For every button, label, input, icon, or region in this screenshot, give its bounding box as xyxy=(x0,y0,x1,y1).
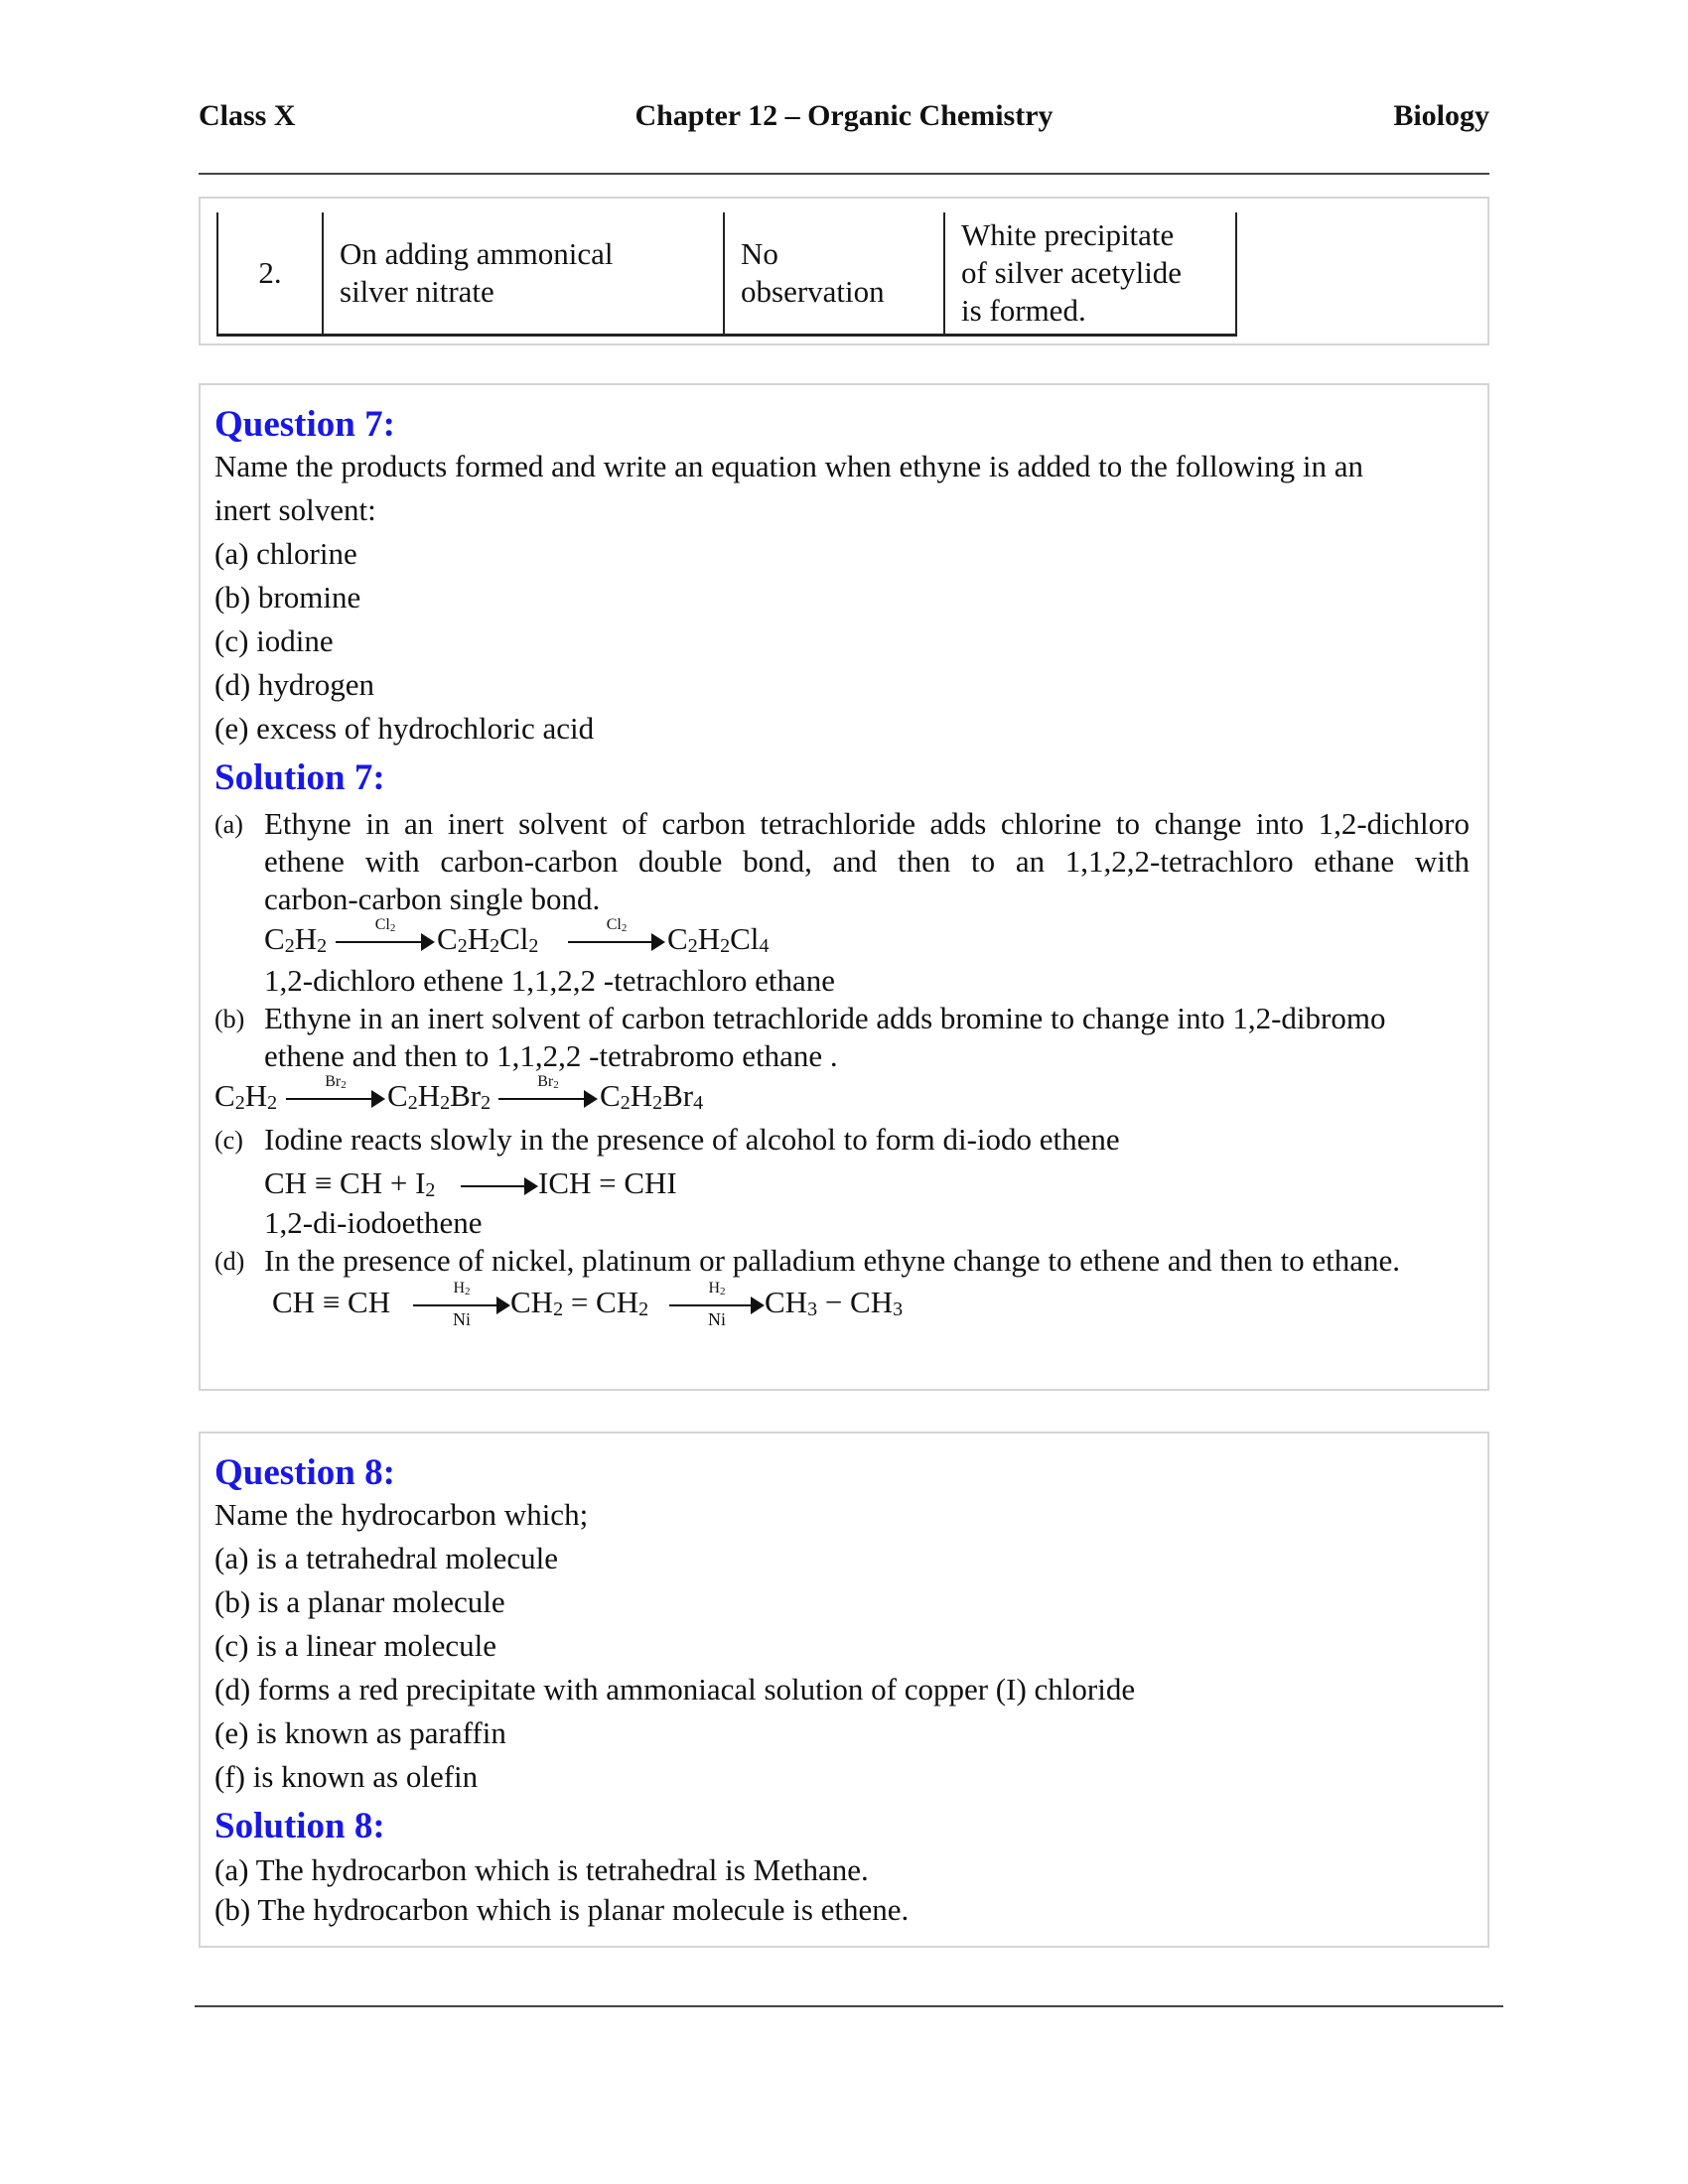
question-7-text-2: inert solvent: xyxy=(214,492,376,527)
question-7-box xyxy=(199,383,1489,1391)
table-cell-test: On adding ammonical silver nitrate xyxy=(323,212,724,336)
arrow-icon: $Cl_2$ xyxy=(336,917,435,961)
solution-7-d-label: (d) xyxy=(214,1247,245,1276)
header-subject: Biology xyxy=(1393,99,1489,132)
table-cell-ethyne: White precipitate of silver acetylide is formed. xyxy=(944,212,1236,336)
question-7-option-e: (e) excess of hydrochloric acid xyxy=(214,711,595,746)
question-8-option-c: (c) is a linear molecule xyxy=(214,1628,497,1663)
solution-7-a-text-2: ethene with carbon-carbon double bond, and then to an 1,1,2,2-tetrachloro ethane with xyxy=(264,844,1470,879)
question-7-option-d: (d) hydrogen xyxy=(214,667,374,702)
question-8-option-f: (f) is known as olefin xyxy=(214,1759,479,1794)
bromine-equation: $C_2H_2$ $Br_2$ $C_2H_2Br_2$ $Br_2$ $C_2H_2Br_4$ xyxy=(214,1074,810,1118)
arrow-icon: $H_2$ Ni xyxy=(413,1281,510,1324)
table-cell-ethene: No observation xyxy=(724,212,944,336)
arrow-icon: $Cl_2$ xyxy=(568,917,665,961)
question-7-title: Question 7: xyxy=(214,404,395,445)
solution-7-a-label: (a) xyxy=(214,810,243,839)
question-8-option-b: (b) is a planar molecule xyxy=(214,1584,505,1619)
solution-8-title: Solution 8: xyxy=(214,1806,385,1846)
question-7-text: Name the products formed and write an equation when ethyne is added to the following in an xyxy=(214,449,1364,483)
chlorine-equation: $C_2H_2$ $Cl_2$ $C_2H_2Cl_2$ $Cl_2$ $C_2H_2Cl_4$ xyxy=(264,917,860,961)
solution-7-c-label: (c) xyxy=(214,1126,243,1155)
question-8-title: Question 8: xyxy=(214,1452,395,1493)
header-class: Class X xyxy=(199,99,296,132)
header-divider xyxy=(199,173,1489,175)
solution-7-a-text-3: carbon-carbon single bond. xyxy=(264,882,601,916)
iodine-equation: CH ≡ CH + $I_2$ ICH = CHI xyxy=(264,1161,761,1205)
solution-7-a-names: 1,2-dichloro ethene 1,1,2,2 -tetrachloro ethane xyxy=(264,963,835,998)
question-8-box xyxy=(199,1432,1489,1948)
question-8-option-d: (d) forms a red precipitate with ammoniacal solution of copper (I) chloride xyxy=(214,1672,1136,1706)
arrow-icon: $H_2$ Ni xyxy=(669,1281,765,1324)
header-chapter: Chapter 12 – Organic Chemistry xyxy=(634,99,1054,132)
table-cell-number: 2. xyxy=(217,212,323,336)
hydrogen-equation: CH ≡ CH $H_2$ Ni $CH_2 = CH_2$ $H_2$ Ni $CH_3 - CH_3$ xyxy=(272,1280,904,1329)
arrow-icon: $Br_2$ xyxy=(498,1074,598,1118)
solution-7-b-text-2: ethene and then to 1,1,2,2 -tetrabromo ethane . xyxy=(264,1038,838,1073)
solution-7-c-text: Iodine reacts slowly in the presence of alcohol to form di-iodo ethene xyxy=(264,1122,1120,1157)
solution-7-title: Solution 7: xyxy=(214,757,385,798)
question-7-option-a: (a) chlorine xyxy=(214,536,357,571)
observation-table xyxy=(216,212,1237,337)
question-7-option-b: (b) bromine xyxy=(214,580,361,614)
solution-8-b: (b) The hydrocarbon which is planar molecule is ethene. xyxy=(214,1892,910,1927)
table-row xyxy=(217,212,1236,336)
solution-7-a-text-1: Ethyne in an inert solvent of carbon tetrachloride adds chlorine to change into 1,2-dichloro xyxy=(264,806,1470,841)
question-7-option-c: (c) iodine xyxy=(214,623,334,658)
solution-7-b-text-1: Ethyne in an inert solvent of carbon tetrachloride adds bromine to change into 1,2-dibromo xyxy=(264,1001,1386,1035)
solution-8-a: (a) The hydrocarbon which is tetrahedral is Methane. xyxy=(214,1852,869,1887)
question-8-option-a: (a) is a tetrahedral molecule xyxy=(214,1541,558,1575)
footer-divider xyxy=(195,2005,1503,2007)
question-8-option-e: (e) is known as paraffin xyxy=(214,1715,506,1750)
solution-7-d-text: In the presence of nickel, platinum or palladium ethyne change to ethene and then to ethane. xyxy=(264,1243,1400,1278)
question-8-text: Name the hydrocarbon which; xyxy=(214,1497,589,1532)
solution-7-b-label: (b) xyxy=(214,1005,245,1033)
observation-table-box xyxy=(199,197,1489,345)
arrow-icon xyxy=(461,1161,538,1205)
solution-7-c-name: 1,2-di-iodoethene xyxy=(264,1205,483,1240)
page-header xyxy=(199,99,1489,149)
arrow-icon: $Br_2$ xyxy=(286,1074,385,1118)
